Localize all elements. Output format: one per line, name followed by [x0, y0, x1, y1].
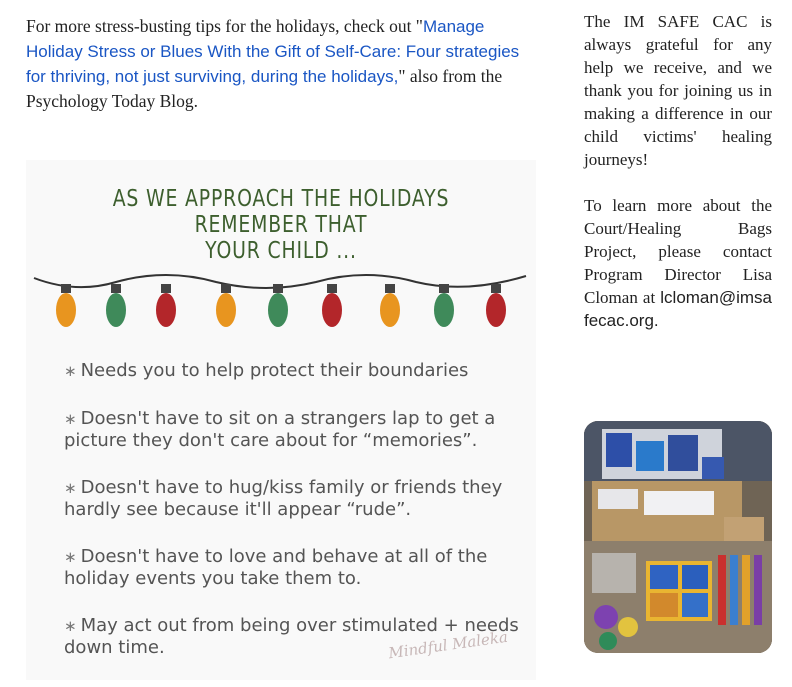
contact-paragraph [584, 194, 772, 332]
light-bulb-icon [322, 284, 342, 327]
light-bulb-icon [216, 284, 236, 327]
contact-email[interactable]: lcloman@imsafecac.org. [584, 288, 772, 330]
intro-paragraph [26, 14, 536, 113]
signature-watermark: Mindful Maleka [387, 627, 509, 663]
light-bulb-icon [486, 284, 506, 327]
asterisk-icon: ∗ [64, 362, 77, 380]
bullet-text: Needs you to help protect their boundaries [80, 360, 469, 381]
bullet-item [64, 408, 534, 451]
asterisk-icon: ∗ [64, 617, 77, 635]
light-bulb-icon [380, 284, 400, 327]
bullet-text: Doesn't have to sit on a strangers lap to get a picture they don't care about for “memories”. [64, 408, 496, 451]
intro-suffix: " also from the Psychology Today Blog. [26, 66, 503, 111]
graphic-title-line1: AS WE APPROACH THE HOLIDAYS REMEMBER THAT [112, 186, 450, 238]
self-care-article-link[interactable]: Manage Holiday Stress or Blues With the Gift of Self-Care: Four strategies for thriving, not just surviving, during the holidays, [26, 17, 520, 86]
holiday-reminder-graphic [26, 160, 536, 680]
light-bulb-icon [434, 284, 454, 327]
light-bulb-icon [156, 284, 176, 327]
sidebar-text [584, 10, 772, 355]
graphic-title-line2: YOUR CHILD ... [205, 238, 357, 264]
thanks-paragraph: The IM SAFE CAC is always grateful for any help we receive, and we thank you for joining us in making a difference in our child victims' healing journeys! [584, 12, 772, 169]
contact-text: To learn more about the Court/Healing Bags Project, please contact Program Director Lisa Cloman at [584, 196, 772, 307]
bullet-list [64, 360, 534, 680]
intro-prefix: For more stress-busting tips for the holidays, check out " [26, 16, 423, 36]
asterisk-icon: ∗ [64, 410, 77, 428]
light-bulb-icon [106, 284, 126, 327]
string-lights-icon [26, 260, 536, 350]
bullet-text: Doesn't have to hug/kiss family or friends they hardly see because it'll appear “rude”. [64, 477, 503, 520]
asterisk-icon: ∗ [64, 479, 77, 497]
bullet-item [64, 360, 534, 382]
supplies-photo-illustration [584, 421, 772, 653]
asterisk-icon: ∗ [64, 548, 77, 566]
healing-bags-photo [584, 421, 772, 653]
light-bulb-icon [56, 284, 76, 327]
bullet-text: May act out from being over stimulated + needs down time. [64, 615, 519, 658]
bullet-item [64, 546, 534, 589]
bullet-item [64, 477, 534, 520]
bullet-text: Doesn't have to love and behave at all of the holiday events you take them to. [64, 546, 488, 589]
light-bulb-icon [268, 284, 288, 327]
